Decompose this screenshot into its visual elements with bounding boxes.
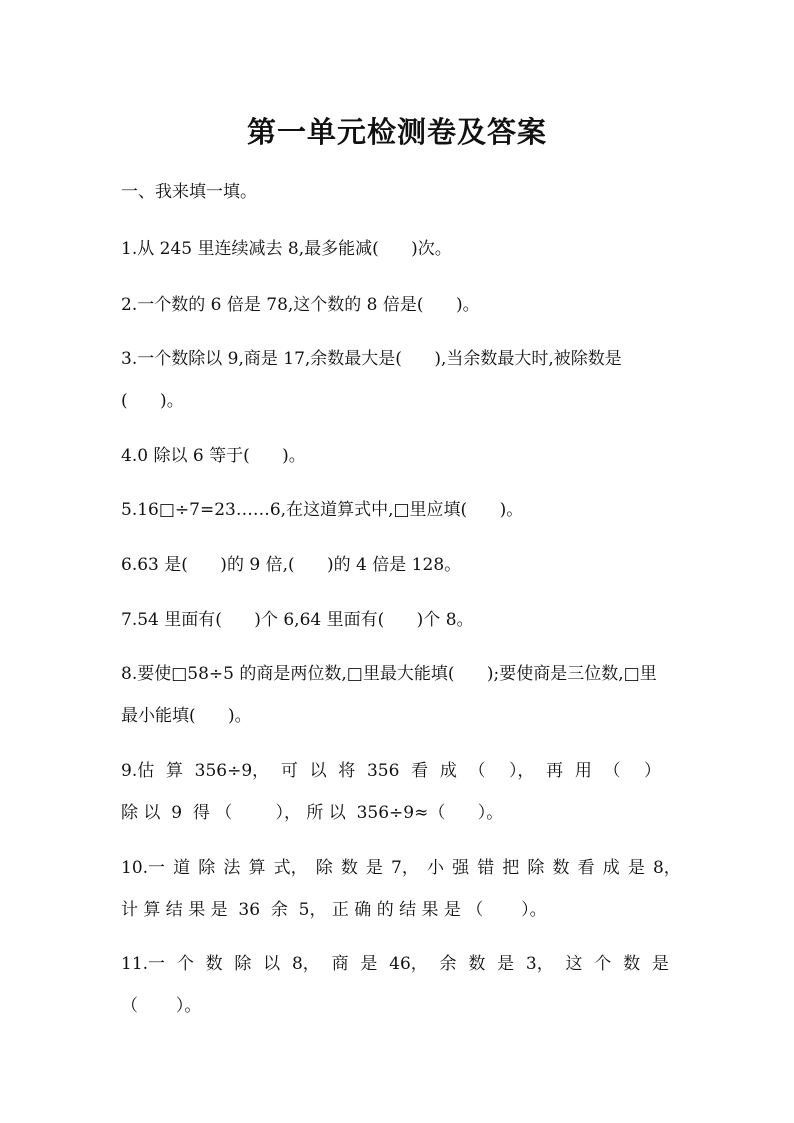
q10-token: 除 xyxy=(315,858,333,878)
q10-token: 7， xyxy=(391,858,419,878)
q11-token: 数 xyxy=(468,954,486,974)
q10-token: 成 xyxy=(602,858,620,878)
q9-token: 9.估 xyxy=(121,761,155,781)
question-4: 4.0 除以 6 等于( )。 xyxy=(121,446,306,466)
q10-token: 算 xyxy=(248,858,266,878)
q11-token: 是 xyxy=(497,954,515,974)
question-9-line-1 xyxy=(121,759,661,783)
q9-token: 356÷9， xyxy=(194,761,270,781)
q10-token: 法 xyxy=(223,858,241,878)
q11-token: 8， xyxy=(291,954,320,974)
q11-token: 商 xyxy=(331,954,349,974)
q10-token: 8， xyxy=(652,858,681,878)
q11-token: 11.一 xyxy=(121,954,166,974)
question-5: 5.16□÷7=23……6,在这道算式中,□里应填( )。 xyxy=(121,500,524,520)
question-6: 6.63 是( )的 9 倍,( )的 4 倍是 128。 xyxy=(121,555,462,575)
q10-token: 强 xyxy=(452,858,470,878)
question-3-line-1: 3.一个数除以 9,商是 17,余数最大是( ),当余数最大时,被除数是 xyxy=(121,349,622,369)
question-1: 1.从 245 里连续减去 8,最多能减( )次。 xyxy=(121,239,452,259)
question-10-line-1 xyxy=(121,856,681,880)
q11-token: 数 xyxy=(205,954,223,974)
q10-token: 式， xyxy=(273,858,308,878)
question-2: 2.一个数的 6 倍是 78,这个数的 8 倍是( )。 xyxy=(121,295,480,315)
question-8-line-1: 8.要使□58÷5 的商是两位数,□里最大能填( );要使商是三位数,□里 xyxy=(121,664,657,684)
q11-token: 是 xyxy=(360,954,378,974)
q9-token: 用 xyxy=(574,761,592,781)
q10-token: 把 xyxy=(502,858,520,878)
q9-token: 可 xyxy=(280,761,298,781)
question-3-line-2: ( )。 xyxy=(121,391,184,411)
q10-token: 除 xyxy=(198,858,216,878)
q9-token: （ xyxy=(603,761,621,781)
q11-token: 余 xyxy=(439,954,457,974)
q9-token: 356 xyxy=(366,761,400,781)
q11-token: 个 xyxy=(594,954,612,974)
q9-token: （ xyxy=(468,761,486,781)
q10-token: 是 xyxy=(627,858,645,878)
q10-token: 数 xyxy=(552,858,570,878)
q10-token: 数 xyxy=(340,858,358,878)
q9-token: 算 xyxy=(165,761,183,781)
q10-token: 道 xyxy=(173,858,191,878)
q9-token: 成 xyxy=(439,761,457,781)
q10-token: 小 xyxy=(426,858,444,878)
q9-token: ）， xyxy=(508,761,535,781)
q9-token: 再 xyxy=(546,761,564,781)
q11-token: 除 xyxy=(234,954,252,974)
question-11-line-2: （ ）。 xyxy=(121,996,202,1016)
q10-token: 错 xyxy=(477,858,495,878)
q10-token: 除 xyxy=(527,858,545,878)
question-10-line-2: 计 算 结 果 是 36 余 5， 正 确 的 结 果 是 （ ）。 xyxy=(121,900,547,920)
q9-token: ） xyxy=(643,761,661,781)
q11-token: 数 xyxy=(623,954,641,974)
q11-token: 个 xyxy=(176,954,194,974)
q9-token: 将 xyxy=(338,761,356,781)
section-heading: 一、我来填一填。 xyxy=(121,182,257,202)
q11-token: 是 xyxy=(651,954,669,974)
q11-token: 这 xyxy=(565,954,583,974)
question-7: 7.54 里面有( )个 6,64 里面有( )个 8。 xyxy=(121,610,474,630)
page-title: 第一单元检测卷及答案 xyxy=(246,115,547,149)
q10-token: 10.一 xyxy=(121,858,166,878)
q9-token: 以 xyxy=(309,761,327,781)
question-9-line-2: 除 以 9 得 （ ）， 所 以 356÷9≈（ ）。 xyxy=(121,803,504,823)
q10-token: 是 xyxy=(365,858,383,878)
q11-token: 以 xyxy=(263,954,281,974)
question-8-line-2: 最小能填( )。 xyxy=(121,706,252,726)
question-11-line-1 xyxy=(121,952,669,976)
q11-token: 3， xyxy=(525,954,554,974)
q11-token: 46， xyxy=(389,954,428,974)
q10-token: 看 xyxy=(577,858,595,878)
q9-token: 看 xyxy=(411,761,429,781)
